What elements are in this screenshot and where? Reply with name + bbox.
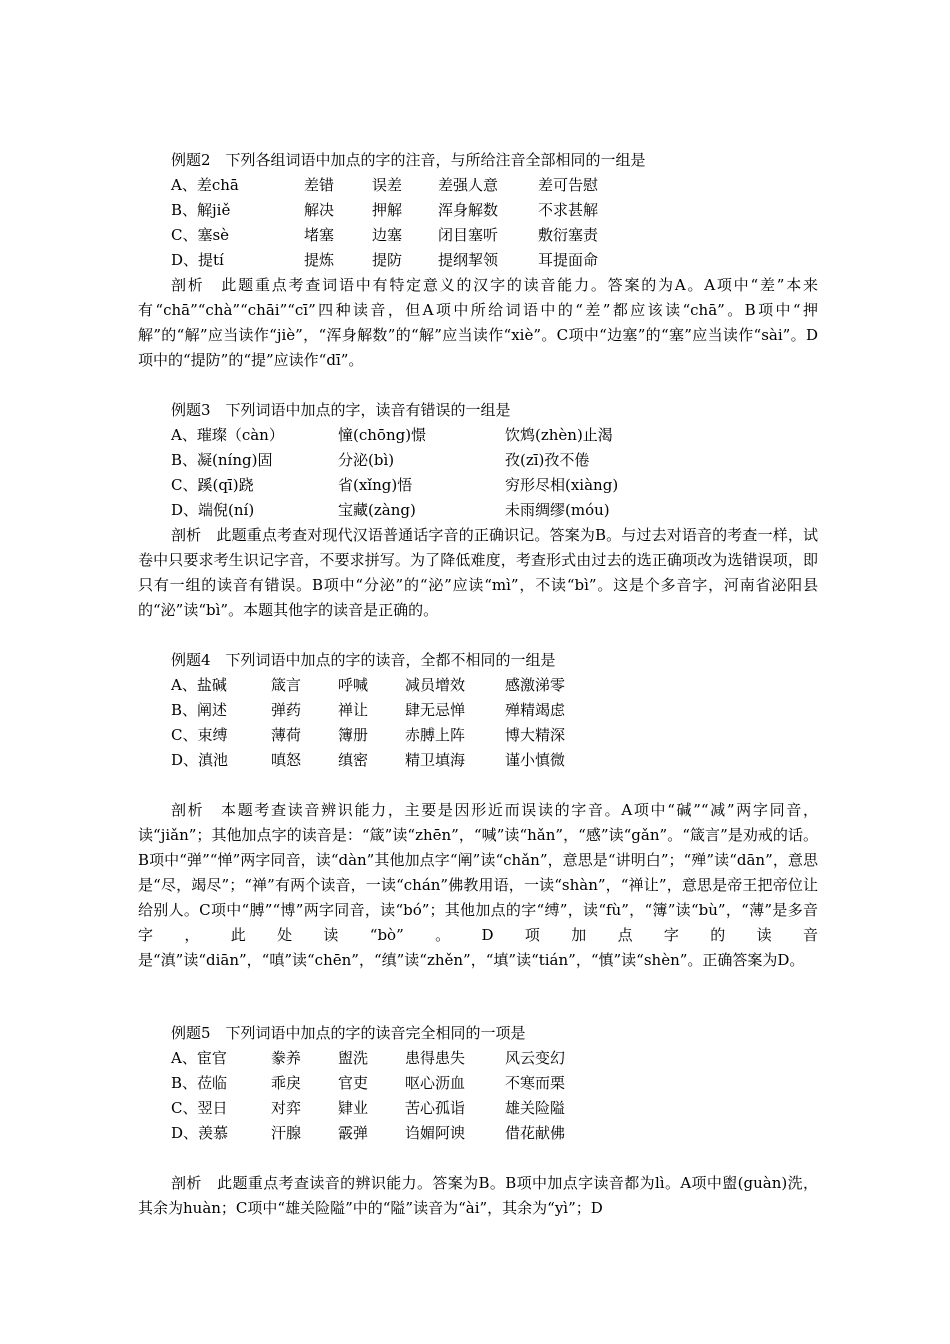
option-cell: 差可告慰 xyxy=(538,176,599,194)
question-2-option-a xyxy=(138,173,818,198)
option-cell: 禅让 xyxy=(338,701,369,719)
option-cell: 霰弹 xyxy=(338,1124,369,1142)
option-cell: 雄关险隘 xyxy=(505,1099,566,1117)
question-4-analysis: 剖析 本题考查读音辨识能力，主要是因形近而误读的字音。A项中“碱”“减”两字同音，读“jiǎn”；其他加点字的读音是：“箴”读“zhēn”，“喊”读“hǎn”，“感”读“gǎn”。“箴言”是劝戒的话。B项中“弹”“惮”两字同音，读“dàn”其他加点字“阐”读“chǎn”，意思是“讲明白”；“殚”读“dān”，意思是“尽，竭尽”；“禅”有两个读音，一读“chán”佛教用语，一读“shàn”，“禅让”，意思是帝王把帝位让给别人。C项中“膊”“博”两字同音，读“bó”；其他加点的字“缚”，读“fù”，“簿”读“bù”，“薄”是多音字，此处读“bò”。D项加点字的读音是“滇”读“diān”，“嗔”读“chēn”，“缜”读“zhěn”，“填”读“tián”，“慎”读“shèn”。正确答案为D。 xyxy=(138,801,818,969)
question-3-title: 例题3 下列词语中加点的字，读音有错误的一组是 xyxy=(171,401,511,419)
option-cell: 敷衍塞责 xyxy=(538,226,599,244)
option-cell: 借花献佛 xyxy=(505,1124,566,1142)
option-cell: D、滇池 xyxy=(171,751,229,769)
option-cell: 堵塞 xyxy=(304,226,335,244)
option-cell: 患得患失 xyxy=(405,1049,466,1067)
option-cell: C、塞sè xyxy=(171,226,230,244)
option-cell: 不寒而栗 xyxy=(505,1074,566,1092)
question-5-option-d xyxy=(138,1121,818,1146)
option-cell: A、盐碱 xyxy=(171,676,227,694)
question-4-option-a xyxy=(138,673,818,698)
question-3-option-b xyxy=(138,448,818,473)
option-cell: A、璀璨（càn） xyxy=(171,426,284,444)
question-4-option-d xyxy=(138,748,818,773)
option-cell: 风云变幻 xyxy=(505,1049,566,1067)
option-cell: 穷形尽相(xiàng) xyxy=(505,476,619,494)
question-5-analysis: 剖析 此题重点考查读音的辨识能力。答案为B。B项中加点字读音都为lì。A项中盥(guàn)洗，其余为huàn；C项中“雄关险隘”中的“隘”读音为“ài”，其余为“yì”；D xyxy=(138,1174,818,1217)
option-cell: 苦心孤诣 xyxy=(405,1099,466,1117)
option-cell: 不求甚解 xyxy=(538,201,599,219)
option-cell: 弹药 xyxy=(271,701,302,719)
question-2 xyxy=(138,148,818,373)
question-4 xyxy=(138,648,818,973)
option-cell: 博大精深 xyxy=(505,726,566,744)
option-cell: 赤膊上阵 xyxy=(405,726,466,744)
option-cell: 解决 xyxy=(304,201,335,219)
question-4-options xyxy=(138,673,818,773)
option-cell: C、束缚 xyxy=(171,726,228,744)
question-3-options xyxy=(138,423,818,523)
option-cell: 乖戾 xyxy=(271,1074,302,1092)
option-cell: 感激涕零 xyxy=(505,676,566,694)
option-cell: 官吏 xyxy=(338,1074,369,1092)
option-cell: B、莅临 xyxy=(171,1074,228,1092)
option-cell: 提防 xyxy=(372,251,403,269)
option-cell: 肆无忌惮 xyxy=(405,701,466,719)
option-cell: 殚精竭虑 xyxy=(505,701,566,719)
question-3-option-d xyxy=(138,498,818,523)
option-cell: 押解 xyxy=(372,201,403,219)
question-3-option-a xyxy=(138,423,818,448)
question-2-analysis: 剖析 此题重点考查词语中有特定意义的汉字的读音能力。答案的为A。A项中“差”本来有“chā”“chà”“chāi”“cī”四种读音，但A项中所给词语中的“差”都应该读“chā”。B项中“押解”的“解”应当读作“jiè”，“浑身解数”的“解”应当读作“xiè”。C项中“边塞”的“塞”应当读作“sài”。D项中的“提防”的“提”应读作“dī”。 xyxy=(138,276,818,369)
question-2-options xyxy=(138,173,818,273)
question-4-title: 例题4 下列词语中加点的字的读音，全都不相同的一组是 xyxy=(171,651,556,669)
option-cell: 嗔怒 xyxy=(271,751,302,769)
option-cell: 边塞 xyxy=(372,226,403,244)
option-cell: 未雨绸缪(móu) xyxy=(505,501,610,519)
option-cell: B、阐述 xyxy=(171,701,228,719)
option-cell: 豢养 xyxy=(271,1049,302,1067)
option-cell: D、提tí xyxy=(171,251,224,269)
option-cell: 缜密 xyxy=(338,751,369,769)
question-2-option-c xyxy=(138,223,818,248)
option-cell: 盥洗 xyxy=(338,1049,369,1067)
question-5-options xyxy=(138,1046,818,1146)
option-cell: 簿册 xyxy=(338,726,369,744)
option-cell: 肄业 xyxy=(338,1099,369,1117)
option-cell: 误差 xyxy=(372,176,403,194)
option-cell: 憧(chōng)憬 xyxy=(338,426,427,444)
option-cell: 减员增效 xyxy=(405,676,466,694)
option-cell: 孜(zī)孜不倦 xyxy=(505,451,590,469)
option-cell: 谨小慎微 xyxy=(505,751,566,769)
option-cell: C、翌日 xyxy=(171,1099,228,1117)
option-cell: B、凝(níng)固 xyxy=(171,451,273,469)
option-cell: 差强人意 xyxy=(438,176,499,194)
option-cell: A、差chā xyxy=(171,176,239,194)
option-cell: 诌媚阿谀 xyxy=(405,1124,466,1142)
option-cell: 呼喊 xyxy=(338,676,369,694)
option-cell: 提纲挈领 xyxy=(438,251,499,269)
option-cell: B、解jiě xyxy=(171,201,231,219)
question-4-option-b xyxy=(138,698,818,723)
question-2-option-d xyxy=(138,248,818,273)
option-cell: 精卫填海 xyxy=(405,751,466,769)
option-cell: 耳提面命 xyxy=(538,251,599,269)
option-cell: C、蹊(qī)跷 xyxy=(171,476,254,494)
question-5-option-c xyxy=(138,1096,818,1121)
question-5-option-a xyxy=(138,1046,818,1071)
question-3-analysis: 剖析 此题重点考查对现代汉语普通话字音的正确识记。答案为B。与过去对语音的考查一样，试卷中只要求考生识记字音，不要求拼写。为了降低难度，考查形式由过去的选正确项改为选错误项，即只有一组的读音有错误。B项中“分泌”的“泌”应读“mì”，不读“bì”。这是个多音字，河南省泌阳县的“泌”读“bì”。本题其他字的读音是正确的。 xyxy=(138,526,818,619)
question-4-option-c xyxy=(138,723,818,748)
option-cell: 闭目塞听 xyxy=(438,226,499,244)
option-cell: 浑身解数 xyxy=(438,201,499,219)
option-cell: 提炼 xyxy=(304,251,335,269)
option-cell: 分泌(bì) xyxy=(338,451,395,469)
option-cell: 呕心沥血 xyxy=(405,1074,466,1092)
option-cell: A、宦官 xyxy=(171,1049,227,1067)
question-3 xyxy=(138,398,818,623)
option-cell: 对弈 xyxy=(271,1099,302,1117)
option-cell: 省(xǐng)悟 xyxy=(338,476,413,494)
question-5-title: 例题5 下列词语中加点的字的读音完全相同的一项是 xyxy=(171,1024,526,1042)
question-5-option-b xyxy=(138,1071,818,1096)
question-3-option-c xyxy=(138,473,818,498)
option-cell: 饮鸩(zhèn)止渴 xyxy=(505,426,613,444)
question-2-option-b xyxy=(138,198,818,223)
option-cell: 差错 xyxy=(304,176,335,194)
option-cell: 宝藏(zàng) xyxy=(338,501,416,519)
option-cell: D、羡慕 xyxy=(171,1124,229,1142)
question-5 xyxy=(138,1021,818,1221)
option-cell: 箴言 xyxy=(271,676,302,694)
question-2-title: 例题2 下列各组词语中加点的字的注音，与所给注音全部相同的一组是 xyxy=(171,151,646,169)
option-cell: D、端倪(ní) xyxy=(171,501,255,519)
option-cell: 汗腺 xyxy=(271,1124,302,1142)
option-cell: 薄荷 xyxy=(271,726,302,744)
